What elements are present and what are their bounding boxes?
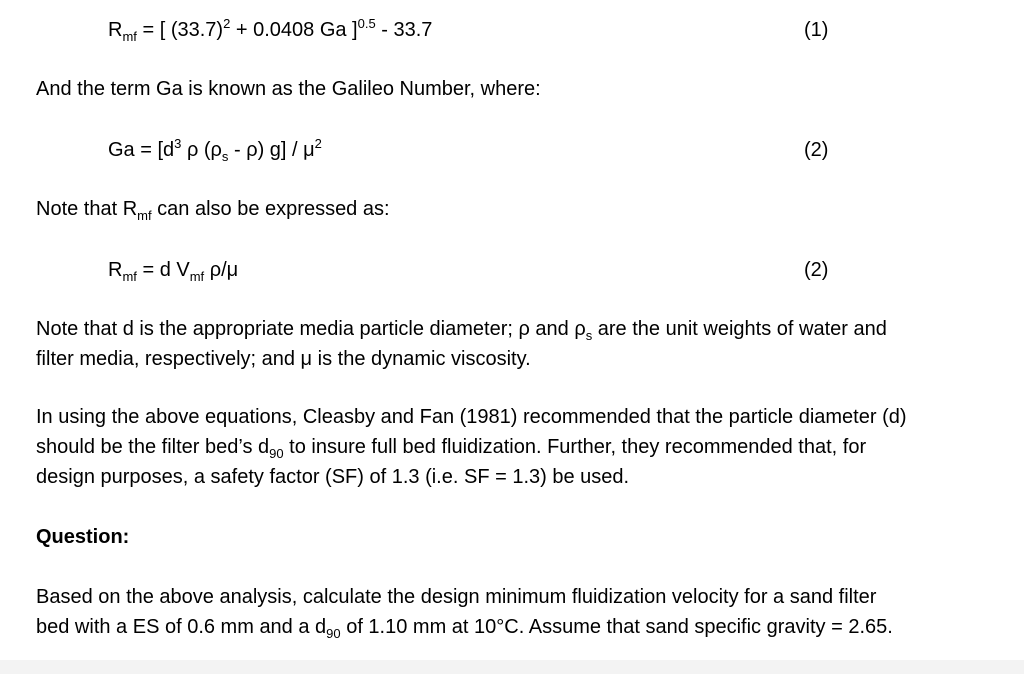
equation-2: $Ga = [d^3$ ρ $(\rho_s - \rho)$ $g] / \mu^2$ bbox=[108, 136, 322, 164]
question-paragraph bbox=[36, 582, 1021, 642]
question-line-2: bed with a ES of 0.6 mm and a $d_{90}$ of 1.10 mm at 10°C. Assume that sand specific gravity = 2.65. bbox=[36, 616, 893, 641]
cleasby-line-2: should be the filter bed’s $d_{90}$ to insure full bed fluidization. Further, they recommended that, for bbox=[36, 436, 867, 461]
note-rmf-paragraph: Note that $R_{mf}$ can also be expressed as: bbox=[36, 198, 390, 223]
galileo-paragraph: And the term Ga is known as the Galileo Number, where: bbox=[36, 78, 541, 100]
cleasby-line-1: In using the above equations, Cleasby and Fan (1981) recommended that the particle diameter (d) bbox=[36, 406, 907, 428]
cleasby-paragraph bbox=[36, 402, 1021, 492]
equation-2-number: (2) bbox=[804, 139, 829, 161]
page-bottom-edge bbox=[0, 660, 1024, 674]
question-heading: Question: bbox=[36, 526, 130, 548]
note-d-line-2: filter media, respectively; and μ is the dynamic viscosity. bbox=[36, 348, 531, 370]
cleasby-line-3: design purposes, a safety factor (SF) of 1.3 (i.e. SF = 1.3) be used. bbox=[36, 466, 630, 488]
equation-1-number: (1) bbox=[804, 19, 829, 41]
equation-1-rmf: $R_{mf}$ bbox=[108, 19, 137, 44]
question-line-1: Based on the above analysis, calculate the design minimum fluidization velocity for a sand filter bbox=[36, 586, 877, 608]
equation-3-number: (2) bbox=[804, 259, 829, 281]
note-d-paragraph bbox=[36, 314, 1021, 374]
equation-3: $R_{mf} = d$ $V_{mf}$ ρ/μ bbox=[108, 259, 239, 284]
note-d-line-1: Note that d is the appropriate media particle diameter; ρ and $\rho_s$ are the unit weights of water and bbox=[36, 318, 887, 343]
equation-1: $R_{mf}$ = [ $(33.7)^2 + 0.0408$ Ga ]$^{0.5}$ - 33.7 bbox=[108, 16, 433, 44]
